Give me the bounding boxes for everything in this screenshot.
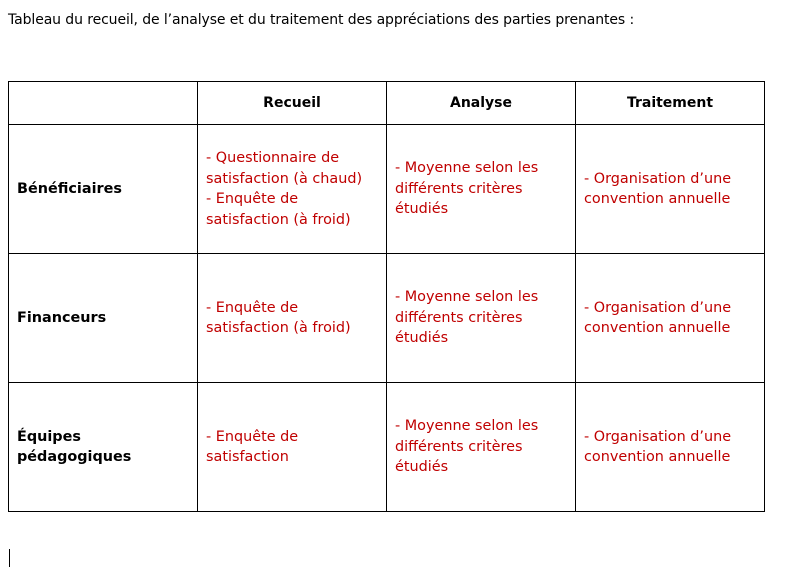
cell-line: - Moyenne selon les différents critères étudiés — [395, 160, 539, 218]
header-traitement: Traitement — [576, 82, 765, 125]
cell-traitement — [576, 383, 765, 512]
cell-line: - Organisation d’une convention annuelle — [584, 299, 732, 336]
document-title: Tableau du recueil, de l’analyse et du traitement des appréciations des parties prenantes : — [8, 12, 635, 28]
cell-analyse — [387, 383, 576, 512]
cell-line: - Questionnaire de satisfaction (à chaud) — [206, 150, 363, 187]
cell-recueil — [198, 125, 387, 254]
row-label-beneficiaires: Bénéficiaires — [9, 125, 198, 254]
cell-line: - Moyenne selon les différents critères étudiés — [395, 418, 539, 476]
cell-analyse — [387, 254, 576, 383]
row-label-financeurs: Financeurs — [9, 254, 198, 383]
cell-line: - Enquête de satisfaction (à froid) — [206, 299, 351, 336]
cell-line: - Organisation d’une convention annuelle — [584, 428, 732, 465]
header-analyse: Analyse — [387, 82, 576, 125]
header-empty-cell — [9, 82, 198, 125]
table-header-row — [9, 82, 765, 125]
text-cursor — [9, 549, 10, 567]
cell-line: - Organisation d’une convention annuelle — [584, 170, 732, 207]
cell-traitement — [576, 254, 765, 383]
row-label-equipes-pedagogiques: Équipes pédagogiques — [9, 383, 198, 512]
table-row — [9, 125, 765, 254]
cell-line: - Enquête de satisfaction — [206, 428, 299, 465]
cell-analyse — [387, 125, 576, 254]
header-recueil: Recueil — [198, 82, 387, 125]
cell-recueil — [198, 383, 387, 512]
table-row — [9, 383, 765, 512]
cell-line: - Moyenne selon les différents critères étudiés — [395, 289, 539, 347]
appreciations-table — [8, 81, 765, 512]
cell-line: - Enquête de satisfaction (à froid) — [206, 191, 351, 228]
table-row — [9, 254, 765, 383]
cell-traitement — [576, 125, 765, 254]
cell-recueil — [198, 254, 387, 383]
